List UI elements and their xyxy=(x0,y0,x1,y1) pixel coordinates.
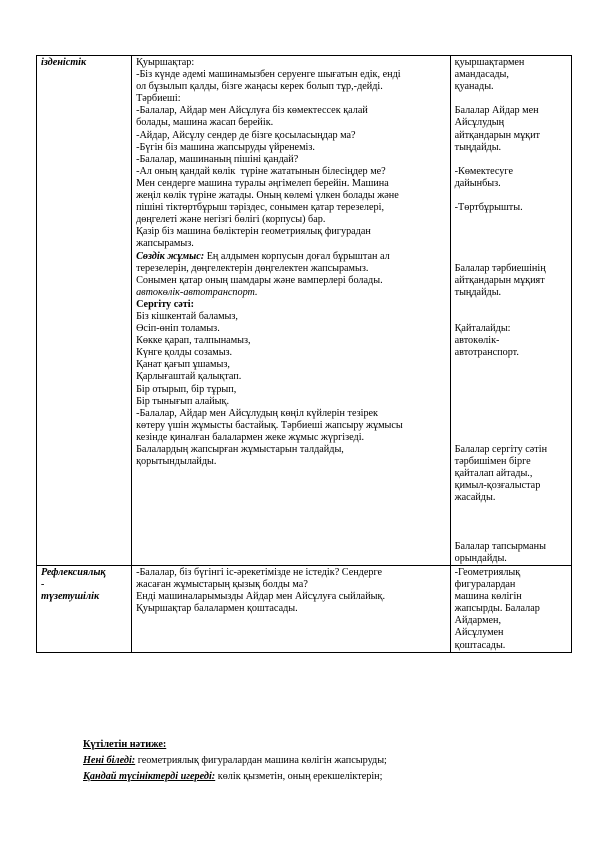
text-line: автокөлік- xyxy=(454,335,500,347)
teacher-activity-cell xyxy=(132,565,451,652)
text-line: -Балалар, машинаның пішіні қандай? xyxy=(136,153,299,165)
text-line: фигуралардан xyxy=(454,579,516,591)
text-line: қорытындылайды. xyxy=(136,456,217,468)
text-line: дөңгелеті және негізгі бөлігі (корпусы) бар. xyxy=(136,214,326,226)
stage-cell xyxy=(37,565,132,652)
text-line: орындайды. xyxy=(454,552,507,564)
stage-line: - xyxy=(41,579,45,591)
children-activity-cell xyxy=(450,56,571,566)
text-line: Балалар тапсырманы xyxy=(454,540,546,552)
blank-line xyxy=(455,517,567,529)
blank-line xyxy=(455,226,567,238)
blank-line xyxy=(455,371,567,383)
text-line: жеңіл көлік түріне жатады. Оның көлемі үлкен болады және xyxy=(136,190,399,202)
expected-result xyxy=(83,737,387,785)
text-line: -Геометриялық xyxy=(454,566,521,578)
text-line: дайынбыз. xyxy=(454,177,501,189)
blank-line xyxy=(455,251,567,263)
text-line: Айсұлумен xyxy=(454,627,504,639)
text-line: -Айдар, Айсұлу сендер де бізге қосыласыңдар ма? xyxy=(136,129,356,141)
concepts-label: Қандай түсініктерді игереді: xyxy=(83,771,216,782)
text-line: -Балалар, Айдар мен Айсұлудың көңіл күйлерін тезірек xyxy=(136,407,379,419)
text-line: Қазір біз машина бөліктерін геометриялық фигурадан xyxy=(136,226,371,238)
text-line: Айсұлудың xyxy=(454,117,505,129)
stage-line: Рефлексиялық xyxy=(41,566,106,578)
text-line: жасаған жұмыстарың қызық болды ма? xyxy=(136,579,308,591)
text-line: Біз кішкентай баламыз, xyxy=(136,310,238,322)
text-line: тыңдайды. xyxy=(454,141,502,153)
stage-cell xyxy=(37,56,132,566)
text-line: қайталап айтады., xyxy=(454,468,533,480)
stage-line: түзетушілік xyxy=(41,591,100,603)
children-text-block xyxy=(455,57,567,565)
blank-line xyxy=(455,214,567,226)
children-activity-cell xyxy=(450,565,571,652)
text-line: Қанат қағып ұшамыз, xyxy=(136,359,230,371)
vocab-lines-block xyxy=(136,263,446,287)
lesson-plan-table xyxy=(36,55,572,653)
text-line: Қарлығаштай қалықтап. xyxy=(136,371,242,383)
text-line: Мен сендерге машина туралы әңгімелеп берейін. Машина xyxy=(136,177,389,189)
teacher-text-block xyxy=(136,57,446,251)
vocab-intro-text: Ең алдымен корпусын доғал бұрыштан ал xyxy=(204,250,390,262)
text-line: Балалардың жапсырған жұмыстарын талдайды, xyxy=(136,444,344,455)
text-line: амандасады, xyxy=(454,69,509,81)
text-line: -Ал оның қандай көлік түріне жататынын білесіңдер ме? xyxy=(136,165,386,177)
text-line: -Көмектесуге xyxy=(454,165,513,177)
text-line: Өсіп-өніп толамыз. xyxy=(136,323,220,335)
text-line: -Балалар, біз бүгінгі іс-әрекетімізде не істедік? Сендерге xyxy=(136,566,383,578)
text-line: Бір тынығып алайық. xyxy=(136,395,230,407)
teacher-activity-cell xyxy=(132,56,451,566)
text-line: жапсырды. Балалар xyxy=(454,603,540,615)
text-line: Қуыршақтар балалармен қоштасады. xyxy=(136,603,298,615)
text-line: жапсырамыз. xyxy=(136,238,194,250)
blank-line xyxy=(455,299,567,311)
text-line: терезелерін, дөңгелектерін дөңгелектен жапсырамыз. xyxy=(136,262,369,274)
blank-line xyxy=(455,93,567,105)
blank-line xyxy=(455,311,567,323)
blank-line xyxy=(455,396,567,408)
text-line: автотранспорт. xyxy=(454,347,519,359)
blank-line xyxy=(455,420,567,432)
table-row xyxy=(37,565,572,652)
blank-line xyxy=(455,238,567,250)
teacher-text-block xyxy=(136,567,446,615)
text-line: Күнге қолды созамыз. xyxy=(136,347,233,359)
text-line: -Бүгін біз машина жапсыруды үйренеміз. xyxy=(136,141,315,153)
text-line: Көкке қарап, талпынамыз, xyxy=(136,335,251,347)
text-line: Қайталайды: xyxy=(454,323,511,335)
text-line: қуанады. xyxy=(454,81,494,93)
text-line: қоштасады. xyxy=(454,639,506,651)
blank-line xyxy=(455,504,567,516)
text-line: Балалар Айдар мен xyxy=(454,105,539,117)
text-line: машина көлігін xyxy=(454,591,522,603)
text-line: айтқандарын мұқият xyxy=(454,274,545,286)
knowledge-label: Нені біледі: xyxy=(83,755,136,766)
vocab-word: автокөлік-автотранспорт. xyxy=(136,286,258,298)
expected-knowledge-line xyxy=(83,753,387,769)
vocab-work xyxy=(136,251,446,263)
blank-line xyxy=(455,359,567,371)
blank-line xyxy=(455,529,567,541)
vocab-label: Сөздік жұмыс: xyxy=(136,250,205,262)
blank-line xyxy=(455,408,567,420)
warmup-lines-block xyxy=(136,311,446,468)
text-line: тәрбишімен бірге xyxy=(454,456,531,468)
children-text-block xyxy=(455,567,567,652)
text-line: -Біз күнде әдемі машинамызбен серуенге шығатын едік, енді xyxy=(136,69,401,81)
table-row xyxy=(37,56,572,566)
knowledge-text: геометриялық фигуралардан машина көлігін жапсыруды; xyxy=(135,755,387,766)
text-line: қимыл-қозғалыстар xyxy=(454,480,541,492)
text-line: Айдармен, xyxy=(454,615,502,627)
stage-label: ізденістік xyxy=(41,57,87,68)
text-line: Қуыршақтар: xyxy=(136,57,195,68)
text-line: болады, машина жасап берейік. xyxy=(136,117,274,129)
text-line: тыңдайды. xyxy=(454,286,502,298)
text-line: қуыршақтармен xyxy=(454,57,525,68)
text-line: -Төртбұрышты. xyxy=(454,202,523,214)
warmup-title: Сергіту сәті: xyxy=(136,298,194,310)
text-line: Тәрбиеші: xyxy=(136,93,181,105)
text-line: жасайды. xyxy=(454,492,496,504)
text-line: Балалар тәрбиешінің xyxy=(454,262,546,274)
text-line: ол бұзылып қалды, бізге жаңасы керек болып тұр,-дейді. xyxy=(136,81,383,93)
expected-result-title: Күтілетін нәтиже: xyxy=(83,739,167,750)
text-line: көтеру үшін жұмысты бастайық. Тәрбиеші жапсыру жұмысы xyxy=(136,419,403,431)
stage-label xyxy=(41,567,127,603)
blank-line xyxy=(455,432,567,444)
text-line: Бір отырып, бір тұрып, xyxy=(136,383,237,395)
text-line: Енді машиналарымызды Айдар мен Айсұлуға сыйлайық. xyxy=(136,591,385,603)
blank-line xyxy=(455,384,567,396)
expected-concepts-line xyxy=(83,769,387,785)
blank-line xyxy=(455,154,567,166)
text-line: -Балалар, Айдар мен Айсұлуға біз көмектессек қалай xyxy=(136,105,368,117)
blank-line xyxy=(455,190,567,202)
text-line: Балалар сергіту сәтін xyxy=(454,444,548,455)
concepts-text: көлік қызметін, оның ерекшеліктерін; xyxy=(215,771,383,782)
text-line: кезінде қиналған балалармен жеке жұмыс жүргізеді. xyxy=(136,431,365,443)
text-line: пішіні тіктөртбұрыш тәріздес, сонымен қатар терезелері, xyxy=(136,202,384,214)
text-line: Сонымен қатар оның шамдары және вамперлері болады. xyxy=(136,274,383,286)
text-line: айтқандарын мұқит xyxy=(454,129,541,141)
